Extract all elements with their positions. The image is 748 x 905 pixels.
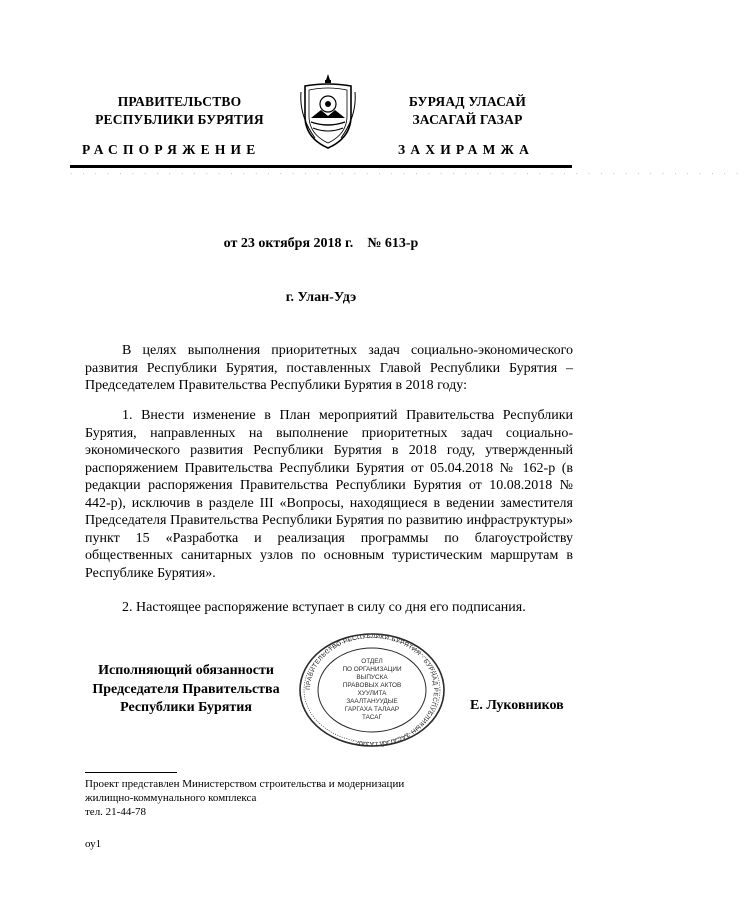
signatory-title — [76, 662, 296, 718]
document-number: № 613-р — [367, 236, 419, 251]
header-left-line2: РЕСПУБЛИКИ БУРЯТИЯ — [95, 112, 264, 127]
footer-divider — [85, 772, 177, 773]
header-divider — [70, 165, 572, 168]
item-1-text: 1. Внести изменение в План мероприятий Правительства Республики Бурятия, направленных на выполнение приоритетных задач социально-экономического развития Республики Бурятия в 2018 году, утвержденный распоряжением Правительства Республики Бурятия от 05.04.2018 № 162-р (в редакции распоряжения Правительства Республики Бурятия от 10.08.2018 № 442-р), исключив в разделе III «Вопросы, находящиеся в ведении заместителя Председателя Правительства Республики Бурятия по развитию инфраструктуры» пункт 15 «Разработка и реализация программы по благоустройству общественных санитарных узлов по основным туристическим маршрутам в Республике Бурятия». — [85, 408, 573, 581]
stamp-inner-line: ПО ОРГАНИЗАЦИИ — [342, 666, 402, 673]
body-paragraph-1 — [85, 342, 573, 395]
header-right-line1: БУРЯАД УЛАСАЙ — [408, 94, 527, 109]
stamp-inner-line: ГАРГАХА ТАЛААР — [344, 706, 400, 713]
footer-line1: Проект представлен Министерством строительства и модернизации — [85, 778, 405, 790]
footer-note — [85, 777, 505, 819]
stamp-inner-line: ТАСАГ — [361, 714, 383, 721]
stamp-inner-line: ПРАВОВЫХ АКТОВ — [342, 682, 402, 689]
coat-of-arms-emblem — [297, 72, 359, 152]
header-left-org — [72, 93, 287, 129]
document-date-number — [70, 236, 572, 252]
preamble-text: В целях выполнения приоритетных задач социально-экономического развития Республики Бурятия, поставленных Главой Республики Бурятия – Председателем Правительства Республики Бурятия в 2018 году: — [85, 343, 573, 393]
header-right-org — [365, 93, 570, 129]
doc-type-bua: ЗАХИРАМЖА — [398, 142, 535, 157]
signatory-title-line3: Республики Бурятия — [120, 700, 252, 715]
stamp-inner-line: ЗААЛТАНУУДЫЕ — [346, 698, 398, 705]
header-dotted-line: ······················································· — [70, 170, 748, 178]
footer-code: оу1 — [85, 838, 102, 850]
doc-type-ru: РАСПОРЯЖЕНИЕ — [82, 142, 261, 157]
official-seal-stamp — [296, 632, 448, 748]
footer-line2: жилищно-коммунального комплекса — [85, 792, 257, 804]
body-paragraph-2 — [85, 407, 573, 582]
signatory-title-line1: Исполняющий обязанности — [98, 663, 274, 678]
document-city: г. Улан-Удэ — [285, 290, 357, 305]
signatory-title-line2: Председателя Правительства — [92, 681, 280, 697]
stamp-inner-line: ХУУЛИТА — [357, 690, 387, 697]
header-right-line2: ЗАСАГАЙ ГАЗАР — [412, 112, 523, 127]
signatory-name: Е. Луковников — [470, 698, 564, 713]
stamp-ring-text: ПРАВИТЕЛЬСТВО РЕСПУБЛИКИ БУРЯТИЯ · БУРЯАД РЕСПУБЛИКЫН ЗАСАГАЙ ГАЗАР · — [304, 632, 440, 748]
stamp-inner-line: ОТДЕЛ — [361, 658, 383, 665]
body-paragraph-3 — [85, 599, 573, 617]
stamp-inner-line: ВЫПУСКА — [356, 674, 388, 681]
header-left-line1: ПРАВИТЕЛЬСТВО — [117, 94, 242, 109]
footer-phone: тел. 21-44-78 — [85, 806, 147, 818]
item-2-text: 2. Настоящее распоряжение вступает в силу со дня его подписания. — [122, 600, 526, 615]
document-date: от 23 октября 2018 г. — [223, 236, 354, 251]
